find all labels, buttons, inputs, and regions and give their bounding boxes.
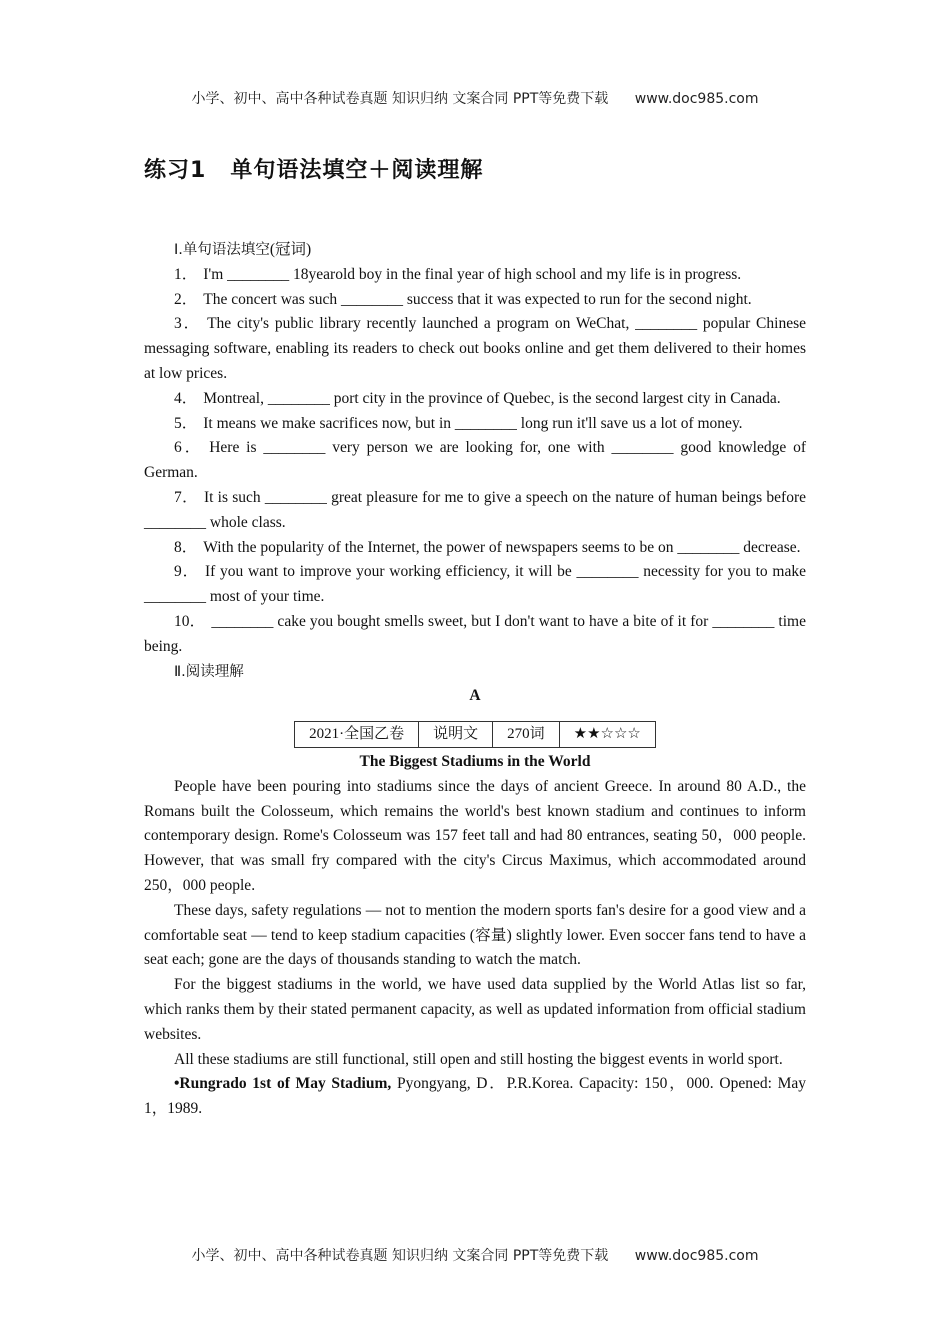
question-item [144,436,806,486]
section1-label: Ⅰ.单句语法填空 [174,242,270,258]
passage-paragraph: These days, safety regulations — not to mention the modern sports fan's desire for a good view and a comfortable seat — tend to keep stadium capacities (容量) slightly lower. Even soccer fans tend to have a seat each; gone are the days of thousands standing to watch the match. [144,901,806,969]
passage-paragraph: All these stadiums are still functional, still open and still hosting the biggest events in world sport. [174,1050,783,1068]
question-text: With the popularity of the Internet, the power of newspapers seems to be on ________ decrease. [203,538,801,556]
section-heading-grammar [144,238,806,263]
question-text: Montreal, ________ port city in the province of Quebec, is the second largest city in Canada. [203,389,781,407]
question-number: 5． [174,414,198,432]
question-text: Here is ________ very person we are looking for, one with ________ good knowledge of German. [144,439,806,482]
stadium-name: •Rungrado 1st of May Stadium, [174,1075,392,1093]
section-heading-reading: Ⅱ.阅读理解 [174,663,244,680]
question-number: 4． [174,389,198,407]
question-item [144,387,806,412]
passage-letter: A [469,687,481,705]
page-title [144,153,483,184]
footer-text: 小学、初中、高中各种试卷真题 知识归纳 文案合同 PPT等免费下载 [191,1248,609,1264]
question-item [144,263,806,288]
meta-source: 2021·全国乙卷 [295,722,419,748]
question-number: 8． [174,538,198,556]
footer-site-link[interactable]: www.doc985.com [634,1248,759,1264]
question-text: I'm ________ 18yearold boy in the final year of high school and my life is in progress. [203,265,742,283]
header-text: 小学、初中、高中各种试卷真题 知识归纳 文案合同 PPT等免费下载 [191,91,609,107]
question-item [144,560,806,610]
question-text: It means we make sacrifices now, but in ________ long run it'll save us a lot of money. [203,414,743,432]
question-number: 10． [174,612,206,630]
passage-paragraph: For the biggest stadiums in the world, we have used data supplied by the World Atlas list so far, which ranks them by their stated permanent capacity, as well as updated information from official stadium websites. [144,976,806,1043]
meta-words: 270词 [493,722,560,748]
question-number: 6． [174,439,204,457]
question-text: The city's public library recently launched a program on WeChat, ________ popular Chinese messaging software, enabling its readers to check out books online and get them delivered to their homes at low prices. [144,315,806,382]
question-number: 1． [174,265,198,283]
page-footer [0,1245,950,1265]
question-text: The concert was such ________ success that it was expected to run for the second night. [203,290,752,308]
stadium-details: Pyongyang, D．P.R.Korea. Capacity: 150，000. Opened: May 1，1989. [144,1075,806,1118]
question-item [144,486,806,536]
passage-title: The Biggest Stadiums in the World [359,752,591,770]
page-header [0,88,950,108]
question-item [144,610,806,660]
exercise-title: 单句语法填空＋阅读理解 [230,158,484,183]
question-number: 3． [174,315,202,333]
question-text: It is such ________ great pleasure for me to give a speech on the nature of human beings before ________ whole class. [144,488,806,531]
question-text: If you want to improve your working efficiency, it will be ________ necessity for you to make ________ most of your time. [144,563,806,606]
section1-note: (冠词) [269,241,312,258]
question-item [144,536,806,561]
question-item [144,288,806,313]
passage-meta-table [294,721,656,748]
document-body [144,238,806,1122]
meta-genre: 说明文 [419,722,493,748]
question-text: ________ cake you bought smells sweet, but I don't want to have a bite of it for ________ time being. [144,612,806,655]
passage-paragraph: People have been pouring into stadiums since the days of ancient Greece. In around 80 A.D., the Romans built the Colosseum, which remains the world's best known stadium and continues to inform contemporary design. Rome's Colosseum was 157 feet tall and had 80 entrances, seating 50，000 people. However, that was small fry compared with the city's Circus Maximus, which accommodated around 250，000 people. [144,777,806,894]
question-item [144,412,806,437]
question-item [144,312,806,386]
stadium-list-item [144,1072,806,1122]
question-number: 7． [174,488,198,506]
question-number: 9． [174,563,199,581]
exercise-number: 练习1 [144,158,207,183]
question-number: 2． [174,290,198,308]
header-site-link[interactable]: www.doc985.com [634,91,759,107]
meta-difficulty: ★★☆☆☆ [559,722,655,748]
